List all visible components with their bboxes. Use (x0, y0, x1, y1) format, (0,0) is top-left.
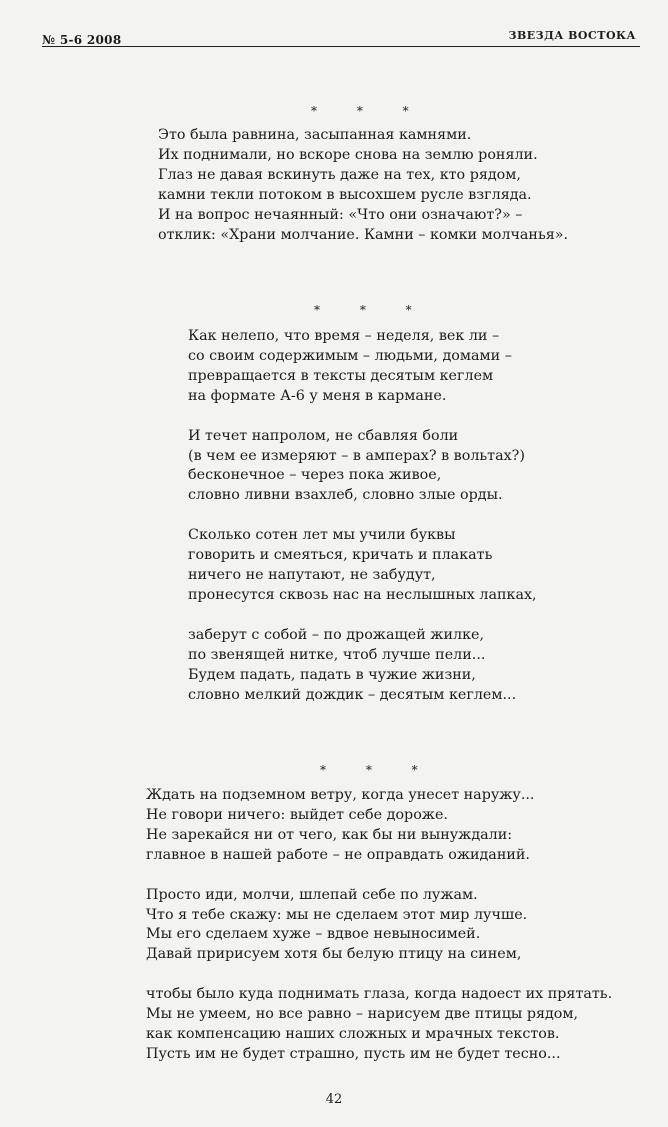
poem-line: Сколько сотен лет мы учили буквы (188, 527, 456, 544)
journal-title: ЗВЕЗДА ВОСТОКА (508, 29, 636, 42)
poem-line: Будем падать, падать в чужие жизни, (188, 666, 476, 683)
stanza (188, 626, 537, 706)
poem-line: чтобы было куда поднимать глаза, когда надоест их прятать. (146, 986, 613, 1003)
header-divider (42, 46, 640, 47)
poem-line: (в чем ее измеряют – в амперах? в вольтах?) (188, 447, 525, 464)
poem-line: Это была равнина, засыпанная камнями. (158, 127, 472, 143)
section-divider-1: * * * (311, 104, 427, 118)
poem-line: бесконечное – через пока живое, (188, 467, 442, 484)
poem-line: Пусть им не будет страшно, пусть им не будет тесно... (146, 1045, 561, 1062)
section-divider-2: * * * (314, 303, 430, 317)
poem-line: Не говори ничего: выйдет себе дороже. (146, 806, 448, 823)
poem-line: Глаз не давая вскинуть даже на тех, кто рядом, (158, 166, 521, 183)
stanza (188, 526, 537, 606)
stanza (146, 786, 612, 866)
poem-line: Ждать на подземном ветру, когда унесет наружу... (146, 787, 535, 803)
poem-line: превращается в тексты десятым кеглем (188, 367, 494, 384)
poem-line: Их поднимали, но вскоре снова на землю роняли. (158, 146, 538, 163)
stanza (188, 427, 537, 507)
poem-1 (158, 126, 568, 245)
poem-line: камни текли потоком в высохшем русле взгляда. (158, 186, 532, 203)
stanza (146, 985, 612, 1065)
stanza (188, 327, 537, 407)
poem-line: Что я тебе скажу: мы не сделаем этот мир лучше. (146, 906, 528, 923)
poem-3 (146, 786, 612, 1065)
poem-line: Мы его сделаем хуже – вдвое невыносимей. (146, 926, 481, 943)
section-divider-3: * * * (320, 763, 436, 777)
poem-line: отклик: «Храни молчание. Камни – комки молчанья». (158, 226, 569, 243)
poem-line: на формате А-6 у меня в кармане. (188, 387, 447, 404)
poem-line: Просто иди, молчи, шлепай себе по лужам. (146, 886, 478, 903)
poem-line: пронесутся сквозь нас на неслышных лапках, (188, 586, 537, 603)
poem-line: словно ливни взахлеб, словно злые орды. (188, 487, 503, 504)
poem-line: главное в нашей работе – не оправдать ожиданий. (146, 846, 530, 863)
poem-line: Давай пририсуем хотя бы белую птицу на синем, (146, 946, 522, 963)
poem-line: Не зарекайся ни от чего, как бы ни вынуждали: (146, 826, 513, 843)
stanza (146, 886, 612, 966)
poem-line: заберут с собой – по дрожащей жилке, (188, 626, 485, 643)
issue-number: № 5-6 2008 (42, 33, 122, 47)
poem-2 (188, 327, 537, 706)
poem-line: словно мелкий дождик – десятым кеглем... (188, 686, 517, 703)
poem-line: Мы не умеем, но все равно – нарисуем две птицы рядом, (146, 1006, 579, 1023)
poem-line: И течет напролом, не сбавляя боли (188, 427, 459, 444)
poem-line: И на вопрос нечаянный: «Что они означают?» – (158, 206, 523, 223)
poem-line: по звенящей нитке, чтоб лучше пели... (188, 646, 486, 663)
poem-line: как компенсацию наших сложных и мрачных текстов. (146, 1026, 560, 1043)
poem-line: Как нелепо, что время – неделя, век ли – (188, 328, 500, 344)
poem-line: со своим содержимым – людьми, домами – (188, 347, 512, 364)
page-number: 42 (325, 1092, 343, 1107)
poem-line: говорить и смеяться, кричать и плакать (188, 547, 493, 564)
poem-line: ничего не напутают, не забудут, (188, 567, 436, 584)
